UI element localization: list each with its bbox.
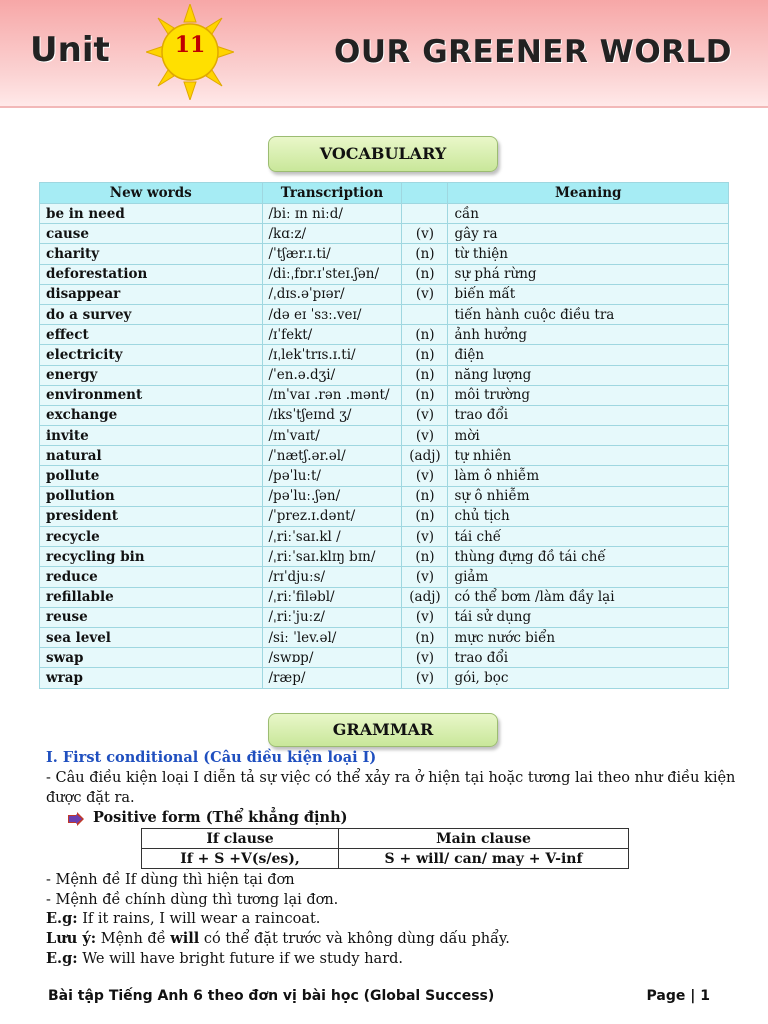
column-header-transcription: Transcription (262, 183, 402, 204)
vocab-meaning: cần (448, 204, 729, 224)
bullet-arrow-icon (68, 812, 84, 826)
intro-text-line-2: được đặt ra. (46, 790, 135, 806)
vocab-word: sea level (40, 627, 263, 647)
vocab-word: exchange (40, 405, 263, 425)
table-row (40, 547, 729, 567)
vocab-meaning: từ thiện (448, 244, 729, 264)
vocab-transcription: /ˌriːˈsaɪ.klɪŋ bɪn/ (262, 547, 402, 567)
vocab-meaning: mời (448, 426, 729, 446)
table-row (40, 345, 729, 365)
main-clause-header: Main clause (339, 829, 629, 849)
example-2 (46, 949, 403, 969)
table-row (40, 264, 729, 284)
vocab-transcription: /ɪnˈvaɪt/ (262, 426, 402, 446)
vocab-word: deforestation (40, 264, 263, 284)
vocab-meaning: sự phá rừng (448, 264, 729, 284)
table-row (40, 567, 729, 587)
luu-y-text-1: Mệnh đề (96, 931, 171, 947)
vocab-transcription: /ɪnˈvaɪ .rən .mənt/ (262, 385, 402, 405)
vocab-word-type: (n) (402, 506, 448, 526)
vocab-word-type: (n) (402, 345, 448, 365)
vocab-word-type: (n) (402, 244, 448, 264)
vocab-transcription: /rɪˈdjuːs/ (262, 567, 402, 587)
column-header-word-type (402, 183, 448, 204)
table-row (40, 446, 729, 466)
vocab-transcription: /ˈnætʃ.ər.əl/ (262, 446, 402, 466)
page-title: OUR GREENER WORLD (334, 34, 733, 70)
vocab-word: charity (40, 244, 263, 264)
vocab-word-type: (n) (402, 365, 448, 385)
vocab-meaning: tái chế (448, 527, 729, 547)
table-row (40, 587, 729, 607)
vocab-word-type: (n) (402, 547, 448, 567)
conditional-table-row (142, 849, 629, 869)
vocab-transcription: /ˌriːˈsaɪ.kl / (262, 527, 402, 547)
vocab-meaning: trao đổi (448, 405, 729, 425)
vocab-meaning: mực nước biển (448, 627, 729, 647)
vocab-word: pollute (40, 466, 263, 486)
vocab-transcription: /ˌriːˈjuːz/ (262, 607, 402, 627)
vocabulary-table (39, 182, 729, 689)
table-row (40, 607, 729, 627)
vocab-transcription: /biː ɪn niːd/ (262, 204, 402, 224)
unit-label: Unit (30, 30, 110, 70)
vocab-transcription: /ɪˈfekt/ (262, 325, 402, 345)
vocab-word-type: (v) (402, 668, 448, 688)
vocab-word: recycle (40, 527, 263, 547)
vocab-word: wrap (40, 668, 263, 688)
vocab-transcription: /ɪˌlekˈtrɪs.ɪ.ti/ (262, 345, 402, 365)
vocab-meaning: gây ra (448, 224, 729, 244)
vocab-transcription: /ˈtʃær.ɪ.ti/ (262, 244, 402, 264)
if-clause-header: If clause (142, 829, 339, 849)
conditional-table (141, 828, 629, 869)
vocab-transcription: /siː ˈlev.əl/ (262, 627, 402, 647)
first-conditional-heading: I. First conditional (Câu điều kiện loại I) (46, 749, 377, 766)
vocab-word-type (402, 304, 448, 324)
example-text: We will have bright future if we study hard. (77, 951, 404, 967)
vocab-word: president (40, 506, 263, 526)
main-clause-formula: S + will/ can/ may + V-inf (339, 849, 629, 869)
column-header-new-words: New words (40, 183, 263, 204)
vocab-meaning: sự ô nhiễm (448, 486, 729, 506)
vocab-word: natural (40, 446, 263, 466)
vocab-word: pollution (40, 486, 263, 506)
vocabulary-heading: VOCABULARY (268, 136, 498, 172)
vocab-word: disappear (40, 284, 263, 304)
vocab-meaning: tiến hành cuộc điều tra (448, 304, 729, 324)
table-row (40, 244, 729, 264)
vocab-meaning: có thể bơm /làm đầy lại (448, 587, 729, 607)
vocab-transcription: /ræp/ (262, 668, 402, 688)
luu-y-label: Lưu ý: (46, 930, 97, 947)
vocab-meaning: gói, bọc (448, 668, 729, 688)
vocab-word-type: (v) (402, 284, 448, 304)
vocab-word: do a survey (40, 304, 263, 324)
grammar-heading: GRAMMAR (268, 713, 498, 747)
table-row (40, 224, 729, 244)
vocab-word: electricity (40, 345, 263, 365)
vocab-meaning: thùng đựng đồ tái chế (448, 547, 729, 567)
vocab-transcription: /kɑːz/ (262, 224, 402, 244)
vocab-meaning: tái sử dụng (448, 607, 729, 627)
footer (48, 988, 718, 1004)
note-if-clause: - Mệnh đề If dùng thì hiện tại đơn (46, 872, 295, 888)
vocab-word-type (402, 204, 448, 224)
vocab-transcription: /pəˈluːt/ (262, 466, 402, 486)
vocab-word-type: (adj) (402, 446, 448, 466)
vocab-transcription: /swɒp/ (262, 648, 402, 668)
vocab-meaning: làm ô nhiễm (448, 466, 729, 486)
vocab-word-type: (adj) (402, 587, 448, 607)
example-label: E.g: (46, 910, 78, 927)
example-label: E.g: (46, 950, 78, 967)
vocab-transcription: /ˌdɪs.əˈpɪər/ (262, 284, 402, 304)
vocab-word-type: (v) (402, 527, 448, 547)
example-1 (46, 909, 320, 929)
luu-y-will: will (170, 930, 200, 947)
vocab-word-type: (v) (402, 466, 448, 486)
column-header-meaning: Meaning (448, 183, 729, 204)
vocab-word-type: (v) (402, 426, 448, 446)
vocab-word-type: (v) (402, 567, 448, 587)
vocab-word-type: (v) (402, 224, 448, 244)
vocab-word: energy (40, 365, 263, 385)
vocab-word: environment (40, 385, 263, 405)
table-row (40, 506, 729, 526)
vocab-meaning: biến mất (448, 284, 729, 304)
vocab-word-type: (v) (402, 648, 448, 668)
vocab-word-type: (n) (402, 325, 448, 345)
vocab-meaning: điện (448, 345, 729, 365)
table-row (40, 486, 729, 506)
table-row (40, 304, 729, 324)
example-text: If it rains, I will wear a raincoat. (77, 911, 321, 927)
page-number: Page | 1 (646, 988, 710, 1004)
table-row (40, 426, 729, 446)
vocab-meaning: ảnh hưởng (448, 325, 729, 345)
vocab-word: recycling bin (40, 547, 263, 567)
table-row (40, 466, 729, 486)
vocab-word-type: (n) (402, 385, 448, 405)
vocab-word-type: (v) (402, 607, 448, 627)
luu-y-text-2: có thể đặt trước và không dùng dấu phẩy. (199, 931, 510, 947)
conditional-table-header (142, 829, 629, 849)
vocab-meaning: môi trường (448, 385, 729, 405)
vocab-word: swap (40, 648, 263, 668)
vocab-transcription: /də eɪ ˈsɜː.veɪ/ (262, 304, 402, 324)
book-title: Bài tập Tiếng Anh 6 theo đơn vị bài học (Global Success) (48, 988, 495, 1004)
vocab-transcription: /ˌriːˈfiləbl/ (262, 587, 402, 607)
vocab-word-type: (v) (402, 405, 448, 425)
note-main-clause: - Mệnh đề chính dùng thì tương lại đơn. (46, 892, 339, 908)
vocab-transcription: /diːˌfɒr.ɪˈsteɪ.ʃən/ (262, 264, 402, 284)
vocab-word: refillable (40, 587, 263, 607)
table-row (40, 284, 729, 304)
vocab-transcription: /ˈen.ə.dʒi/ (262, 365, 402, 385)
vocab-word-type: (n) (402, 486, 448, 506)
table-row (40, 365, 729, 385)
positive-form-label: Positive form (Thể khẳng định) (93, 809, 348, 826)
vocab-word: cause (40, 224, 263, 244)
vocab-word: invite (40, 426, 263, 446)
vocab-meaning: năng lượng (448, 365, 729, 385)
vocab-meaning: chủ tịch (448, 506, 729, 526)
unit-number: 11 (174, 32, 206, 58)
vocab-transcription: /ˈprez.ɪ.dənt/ (262, 506, 402, 526)
vocab-word-type: (n) (402, 264, 448, 284)
vocab-transcription: /ɪksˈtʃeɪnd ʒ/ (262, 405, 402, 425)
vocab-word: effect (40, 325, 263, 345)
intro-text-line-1: - Câu điều kiện loại I diễn tả sự việc có thể xảy ra ở hiện tại hoặc tương lai theo như điều kiện (46, 770, 736, 786)
table-row (40, 385, 729, 405)
table-row (40, 204, 729, 224)
vocab-word: reuse (40, 607, 263, 627)
vocab-transcription: /pəˈluː.ʃən/ (262, 486, 402, 506)
table-row (40, 325, 729, 345)
note-luu-y (46, 929, 510, 949)
table-header-row (40, 183, 729, 204)
table-row (40, 668, 729, 688)
table-row (40, 627, 729, 647)
if-clause-formula: If + S +V(s/es), (142, 849, 339, 869)
vocab-word: reduce (40, 567, 263, 587)
table-row (40, 527, 729, 547)
table-row (40, 648, 729, 668)
vocab-word: be in need (40, 204, 263, 224)
vocab-meaning: tự nhiên (448, 446, 729, 466)
vocab-meaning: giảm (448, 567, 729, 587)
vocab-meaning: trao đổi (448, 648, 729, 668)
vocab-word-type: (n) (402, 627, 448, 647)
table-row (40, 405, 729, 425)
